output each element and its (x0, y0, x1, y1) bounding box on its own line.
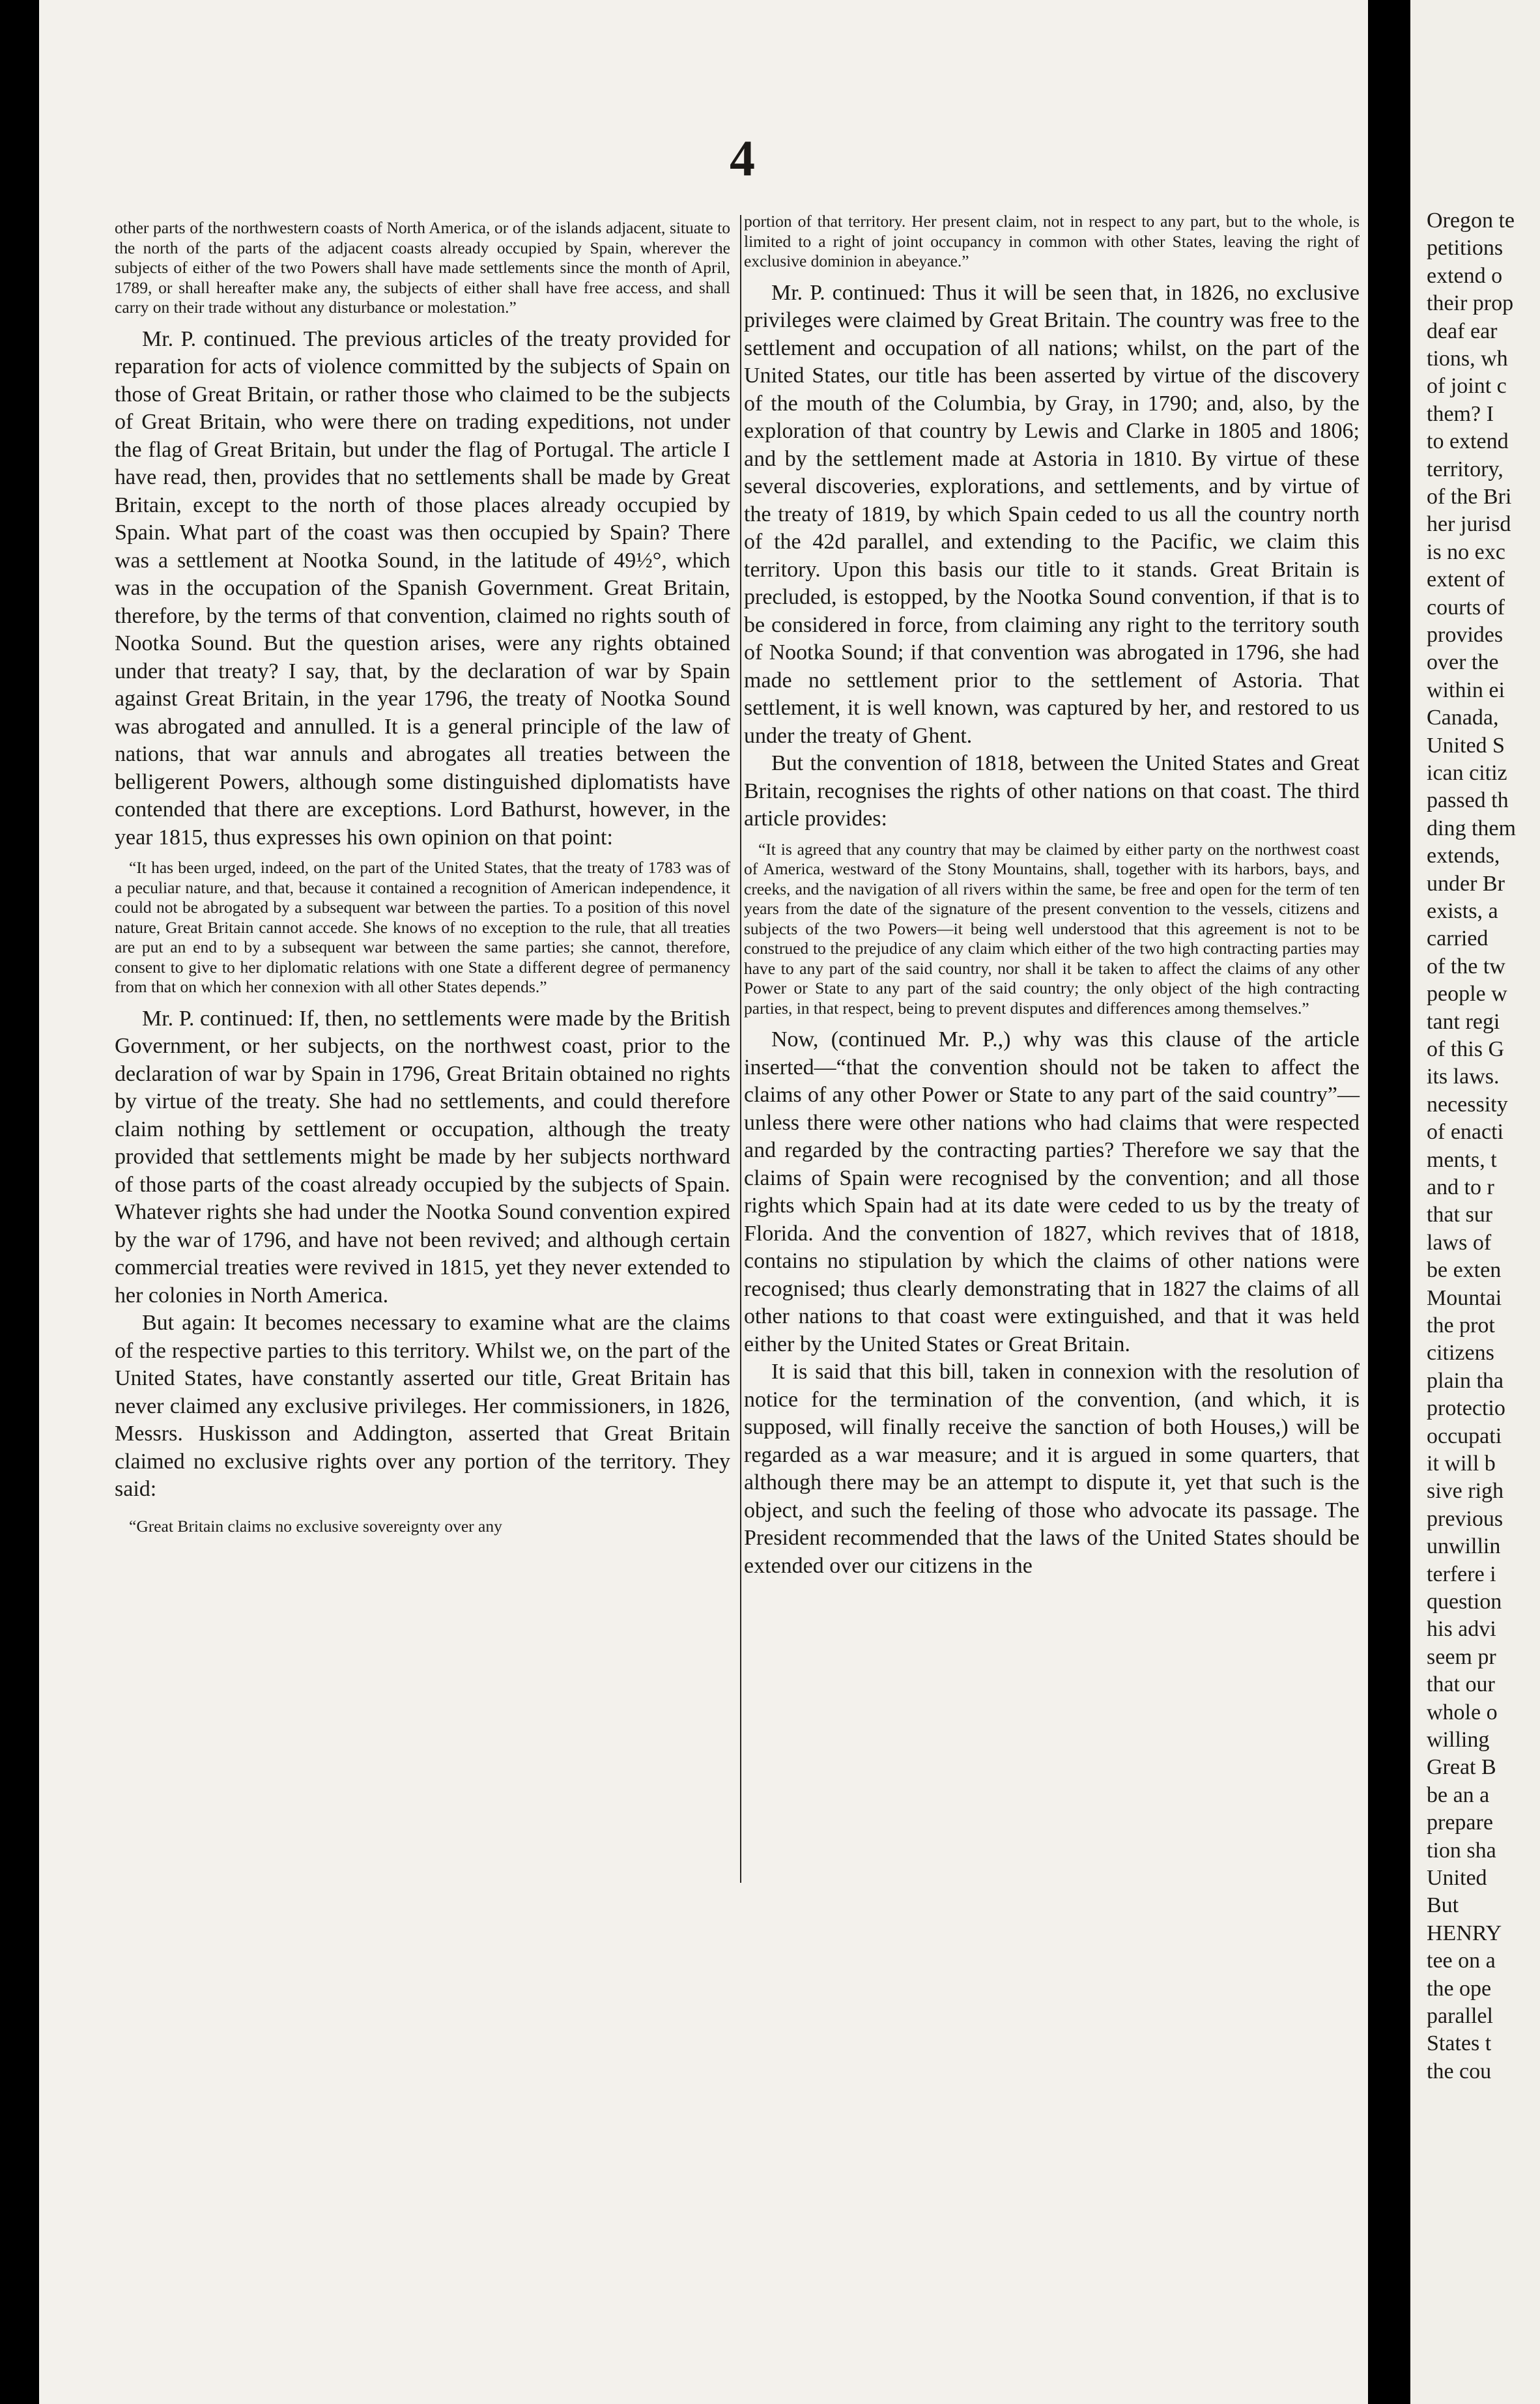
facing-page-line: of the Bri (1427, 485, 1512, 509)
facing-page-line: terfere i (1427, 1562, 1496, 1586)
facing-page-line: necessity (1427, 1092, 1508, 1117)
page-number: 4 (730, 130, 755, 186)
facing-page-line: over the (1427, 650, 1499, 675)
facing-page-line: prepare (1427, 1810, 1493, 1835)
facing-page-line: extent of (1427, 567, 1505, 592)
facing-page-line: ding them (1427, 816, 1516, 840)
facing-page-line: previous (1427, 1506, 1504, 1531)
facing-page-line: his advi (1427, 1617, 1496, 1642)
facing-page-line: within ei (1427, 678, 1505, 702)
quoted-passage: other parts of the northwestern coasts of North America, or of the islands adjacent, situate to the north of the parts of the adjacent coasts already occupied by Spain, wherever the subjects of either of the two Powers shall have made settlements since the month of April, 1789, or shall hereafter make any, the subjects of either shall have free access, and shall carry on their trade without any disturbance or molestation.” (115, 218, 730, 317)
facing-page-line: plain tha (1427, 1368, 1504, 1393)
paragraph: Mr. P. continued: If, then, no settlements were made by the British Government, or her subjects, on the northwest coast, prior to the declaration of war by Spain in 1796, Great Britain obtained no rights by virtue of the treaty. She had no settlements, and could therefore claim nothing by settlement or occupation, although the treaty provided that settlements might be made by her subjects northward of those parts of the coast already occupied by the subjects of Spain. Whatever rights she had under the Nootka Sound convention expired by the war of 1796, and have not been revived; and although certain commercial treaties were revived in 1815, yet they never extended to her colonies in North America. (115, 1006, 730, 1308)
facing-page-line: passed th (1427, 788, 1509, 813)
facing-page-line: provides (1427, 623, 1504, 647)
facing-page-line: the cou (1427, 2059, 1492, 2083)
facing-page-line: be an a (1427, 1782, 1490, 1807)
facing-page-line: Mountai (1427, 1285, 1502, 1310)
facing-page-line: parallel (1427, 2004, 1493, 2028)
facing-page-line: of joint c (1427, 374, 1507, 399)
facing-page-line: protectio (1427, 1396, 1505, 1421)
facing-page-line: deaf ear (1427, 319, 1498, 343)
quoted-passage: portion of that territory. Her present claim, not in respect to any part, but to the whole, is limited to a right of joint occupancy in common with other States, leaving the right of exclusive dominion in abeyance.” (744, 212, 1360, 270)
facing-page-line: of enacti (1427, 1120, 1504, 1145)
facing-page-line: citizens (1427, 1341, 1494, 1366)
facing-page-line: whole o (1427, 1700, 1498, 1724)
facing-page-line: petitions (1427, 236, 1504, 261)
facing-page-line: willing (1427, 1728, 1490, 1752)
facing-page-line: of the tw (1427, 954, 1505, 979)
facing-page-line: occupati (1427, 1424, 1502, 1448)
facing-page-line: States t (1427, 2031, 1492, 2056)
facing-page-line: it will b (1427, 1452, 1496, 1476)
facing-page-line: the prot (1427, 1313, 1495, 1338)
facing-page-line: United (1427, 1866, 1487, 1890)
facing-page-line: HENRY (1427, 1921, 1502, 1945)
facing-page-line: question (1427, 1590, 1502, 1614)
facing-page-line: Great B (1427, 1755, 1496, 1780)
facing-page-line: her jurisd (1427, 512, 1511, 537)
facing-page-line: to extend (1427, 429, 1509, 454)
paragraph: Mr. P. continued. The previous articles of the treaty provided for reparation for acts of violence committed by the subjects of Spain on those of Great Britain, or rather those who claimed to be the subjects of Great Britain, who were there on trading expeditions, not under the flag of Great Britain, but under the flag of Portugal. The article I have read, then, provides that no settlements shall be made by Great Britain, except to the north of those places already occupied by Spain. What part of the coast was then occupied by Spain? There was a settlement at Nootka Sound, in the latitude of 49½°, which was in the occupation of the Spanish Government. Great Britain, therefore, by the terms of that convention, claimed no rights south of Nootka Sound. But the question arises, were any rights obtained under that treaty? I say, that, by the declaration of war by Spain against Great Britain, in the year 1796, the treaty of Nootka Sound was abrogated and annulled. It is a general principle of the law of nations, that war annuls and abrogates all treaties between the belligerent Powers, although some distinguished diplomatists have contended that there are exceptions. Lord Bathurst, however, in the year 1815, thus expresses his own opinion on that point: (115, 326, 730, 850)
facing-page-line: Canada, (1427, 706, 1499, 730)
facing-page-line: and to r (1427, 1175, 1494, 1199)
quoted-passage: “Great Britain claims no exclusive sovereignty over any (129, 1516, 502, 1536)
facing-page-line: exists, a (1427, 899, 1498, 923)
facing-page-line: But (1427, 1893, 1459, 1918)
facing-page-line: is no exc (1427, 539, 1505, 564)
quoted-passage: “It is agreed that any country that may be claimed by either party on the northwest coast of America, westward of the Stony Mountains, shall, together with its harbors, bays, and creeks, and the navigation of all rivers within the same, be free and open for the term of ten years from the date of the signature of the present convention to the vessels, citizens and subjects of the two Powers—it being well understood that this agreement is not to be construed to the prejudice of any claim which either of the two high contracting parties may have to any part of the said country, nor shall it be taken to affect the claims of any other Power or State to any part of the said country; the only object of the high contracting parties, in that respect, being to prevent disputes and differences among themselves.” (744, 839, 1360, 1018)
facing-page-line: them? I (1427, 401, 1494, 426)
right-column (744, 212, 1360, 1580)
facing-page-line: tion sha (1427, 1838, 1496, 1863)
facing-page-line: under Br (1427, 871, 1505, 896)
facing-page-line: people w (1427, 982, 1507, 1007)
facing-page-line: that sur (1427, 1203, 1493, 1227)
paragraph: Mr. P. continued: Thus it will be seen that, in 1826, no exclusive privileges were claimed by Great Britain. The country was free to the settlement and occupation of all nations; whilst, on the part of the United States, our title has been asserted by virtue of the discovery of the mouth of the Columbia, by Gray, in 1790; and, also, by the exploration of that country by Lewis and Clarke in 1805 and 1806; and by the settlement made at Astoria in 1810. By virtue of these several discoveries, explorations, and settlements, and by virtue of the treaty of 1819, by which Spain ceded to us all the country north of the 42d parallel, and extending to the Pacific, we claim this territory. Upon this basis our title to it stands. Great Britain is precluded, is estopped, by the Nootka Sound convention, if that is to be considered in force, from claiming any right to the territory south of Nootka Sound; if that convention was abrogated in 1796, she had made no settlement prior to the settlement of Astoria. That settlement, it is well known, was captured by her, and restored to us under the treaty of Ghent. (744, 280, 1360, 748)
paragraph: Now, (continued Mr. P.,) why was this clause of the article inserted—“that the convention should not be taken to affect the claims of any other Power or State to any part of the said country”—unless there were other nations who had claims that were respected and regarded by the contracting parties? Therefore we say that the claims of Spain were recognised by the convention; and all those rights which Spain had at its date were ceded to us by the treaty of Florida. And the convention of 1827, which revives that of 1818, contains no stipulation by which the claims of other nations were recognised; thus clearly demonstrating that in 1827 the claims of all other nations to that coast were extinguished, and that it was held either by the United States or Great Britain. (744, 1027, 1360, 1356)
paragraph: It is said that this bill, taken in connexion with the resolution of notice for the termination of the convention, (and which, it is supposed, will finally receive the sanction of both Houses,) will be regarded as a war measure; and it is argued in some quarters, that although there may be an attempt to dispute it, yet that such is the object, and such the feeling of those who advocate its passage. The President recommended that the laws of the United States should be extended over our citizens in the (744, 1360, 1360, 1578)
facing-page-line: unwillin (1427, 1534, 1501, 1559)
facing-page-line: sive righ (1427, 1479, 1504, 1504)
facing-page-line: extend o (1427, 263, 1503, 288)
facing-page-line: tant regi (1427, 1009, 1500, 1034)
facing-page-line: tee on a (1427, 1949, 1496, 1973)
facing-page-line: courts of (1427, 595, 1505, 620)
facing-page-line: ments, t (1427, 1147, 1497, 1172)
facing-page-line: extends, (1427, 844, 1500, 868)
facing-page-line: Oregon te (1427, 208, 1515, 233)
facing-page-line: territory, (1427, 457, 1504, 481)
facing-page-line: ican citiz (1427, 761, 1507, 785)
quoted-passage: “It has been urged, indeed, on the part of the United States, that the treaty of 1783 was of a peculiar nature, and that, because it contained a recognition of American independence, it could not be abrogated by a subsequent war between the parties. To a position of this novel nature, Great Britain cannot accede. She knows of no exception to the rule, that all treaties are put an end to by a subsequent war between the same parties; she cannot, therefore, consent to give to her diplomatic relations with one State a different degree of permanency from that on which her connexion with all other States depends.” (115, 858, 730, 996)
paragraph: But the convention of 1818, between the United States and Great Britain, recognises the rights of other nations on that coast. The third article provides: (744, 751, 1360, 831)
facing-page-line: seem pr (1427, 1644, 1496, 1669)
facing-page-line: the ope (1427, 1976, 1492, 2001)
facing-page-line: that our (1427, 1672, 1495, 1697)
column-rule (740, 215, 741, 1883)
facing-page-line: its laws. (1427, 1065, 1500, 1089)
facing-page-line: tions, wh (1427, 347, 1508, 371)
facing-page-line: their prop (1427, 291, 1514, 316)
facing-page-line: of this G (1427, 1037, 1504, 1061)
paragraph: But again: It becomes necessary to examine what are the claims of the respective parties to this territory. Whilst we, on the part of the United States, have constantly asserted our title, Great Britain has never claimed any exclusive privileges. Her commissioners, in 1826, Messrs. Huskisson and Addington, asserted that Great Britain claimed no exclusive rights over any portion of the territory. They said: (115, 1311, 730, 1501)
book-gutter (1368, 0, 1410, 2404)
facing-page-fragment (1410, 0, 1540, 2404)
facing-page-line: laws of (1427, 1230, 1492, 1255)
facing-page-line: carried (1427, 926, 1489, 951)
facing-page-line: be exten (1427, 1258, 1502, 1283)
left-column (115, 212, 730, 1536)
facing-page-line: United S (1427, 733, 1505, 758)
